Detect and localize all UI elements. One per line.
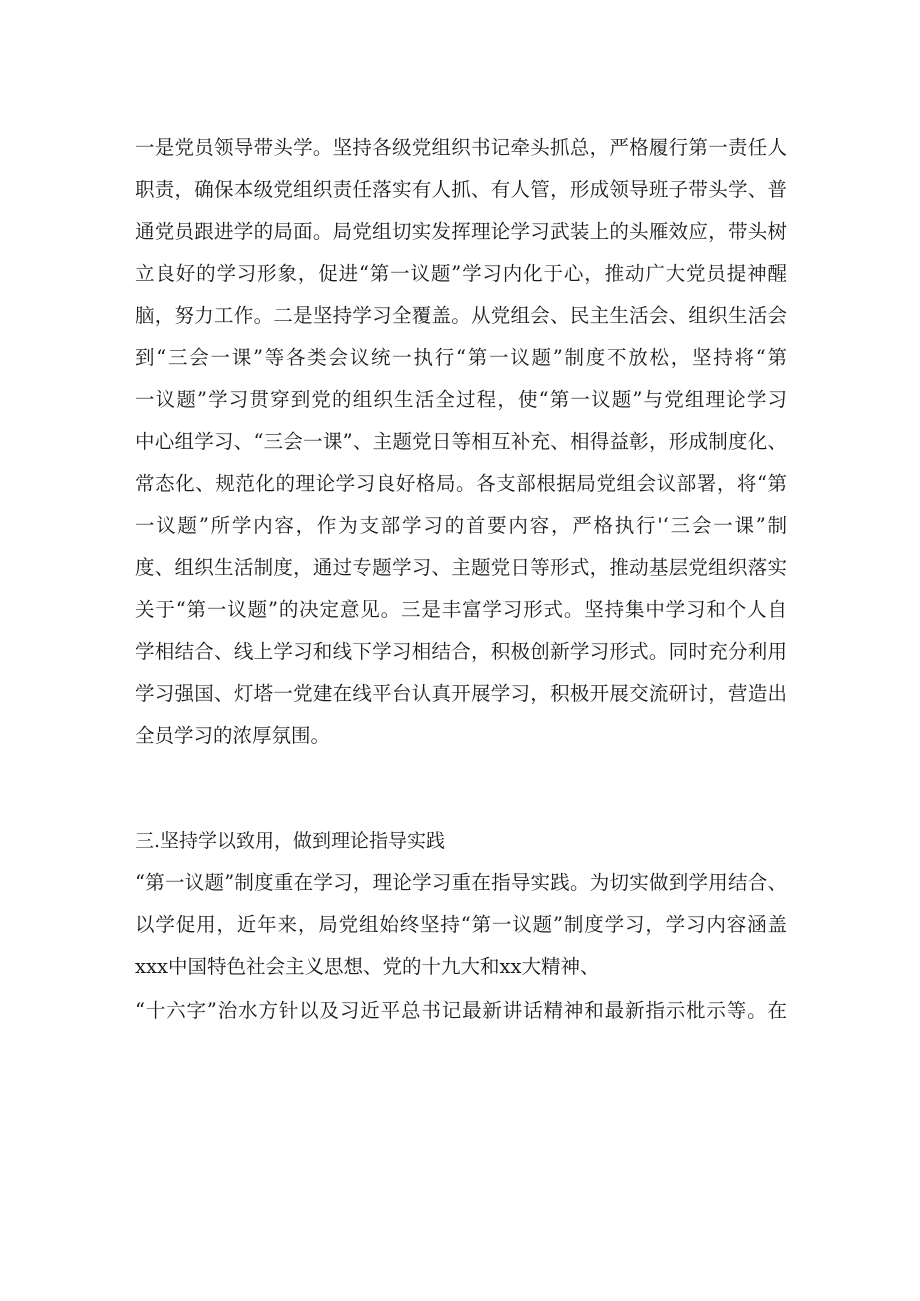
paragraph-line: 脑，努力工作。二是坚持学习全覆盖。从党组会、民主生活会、组织生活会 bbox=[135, 304, 787, 327]
paragraph-line: 学相结合、线上学习和线下学习相结合，积极创新学习形式。同时充分利用 bbox=[135, 640, 787, 663]
paragraph-line: 度、组织生活制度，通过专题学习、主题党日等形式，推动基层党组织落实 bbox=[135, 556, 787, 579]
paragraph-line: 以学促用，近年来，局党组始终坚持“第一议题”制度学习，学习内容涵盖 bbox=[135, 913, 787, 936]
paragraph-line: 到“三会一课”等各类会议统一执行“第一议题”制度不放松，坚持将“第 bbox=[135, 346, 787, 369]
paragraph-line: 通党员跟进学的局面。局党组切实发挥理论学习武装上的头雁效应，带头树 bbox=[135, 220, 787, 243]
paragraph-line-last: 全员学习的浓厚氛围。 bbox=[135, 724, 331, 747]
paragraph-line: 学习强国、灯塔一党建在线平台认真开展学习，积极开展交流研讨，营造出 bbox=[135, 682, 787, 705]
paragraph-line: xxx中国特色社会主义思想、党的十九大和xx大精神、 bbox=[135, 955, 600, 978]
section-heading: 三.坚持学以致用，做到理论指导实践 bbox=[135, 830, 446, 852]
paragraph-line: 一是党员领导带头学。坚持各级党组织书记牵头抓总，严格履行第一责任人 bbox=[135, 136, 787, 159]
paragraph-line: 中心组学习、“三会一课”、主题党日等相互补充、相得益彰，形成制度化、 bbox=[135, 430, 787, 453]
paragraph-line: 职责，确保本级党组织责任落实有人抓、有人管，形成领导班子带头学、普 bbox=[135, 178, 787, 201]
paragraph-line: “第一议题”制度重在学习，理论学习重在指导实践。为切实做到学用结合、 bbox=[135, 871, 787, 894]
paragraph-line: 立良好的学习形象，促进“第一议题”学习内化于心，推动广大党员提神醒 bbox=[135, 262, 787, 285]
paragraph-line: 关于“第一议题”的决定意见。三是丰富学习形式。坚持集中学习和个人自 bbox=[135, 598, 787, 621]
paragraph-line: 一议题”所学内容，作为支部学习的首要内容，严格执行'‘三会一课”制 bbox=[135, 514, 787, 537]
paragraph-line: 一议题”学习贯穿到党的组织生活全过程，使“第一议题”与党组理论学习 bbox=[135, 388, 787, 411]
paragraph-line: “十六字”治水方针以及习近平总书记最新讲话精神和最新指示枇示等。在 bbox=[135, 999, 787, 1022]
paragraph-line: 常态化、规范化的理论学习良好格局。各支部根据局党组会议部署，将“第 bbox=[135, 472, 787, 495]
